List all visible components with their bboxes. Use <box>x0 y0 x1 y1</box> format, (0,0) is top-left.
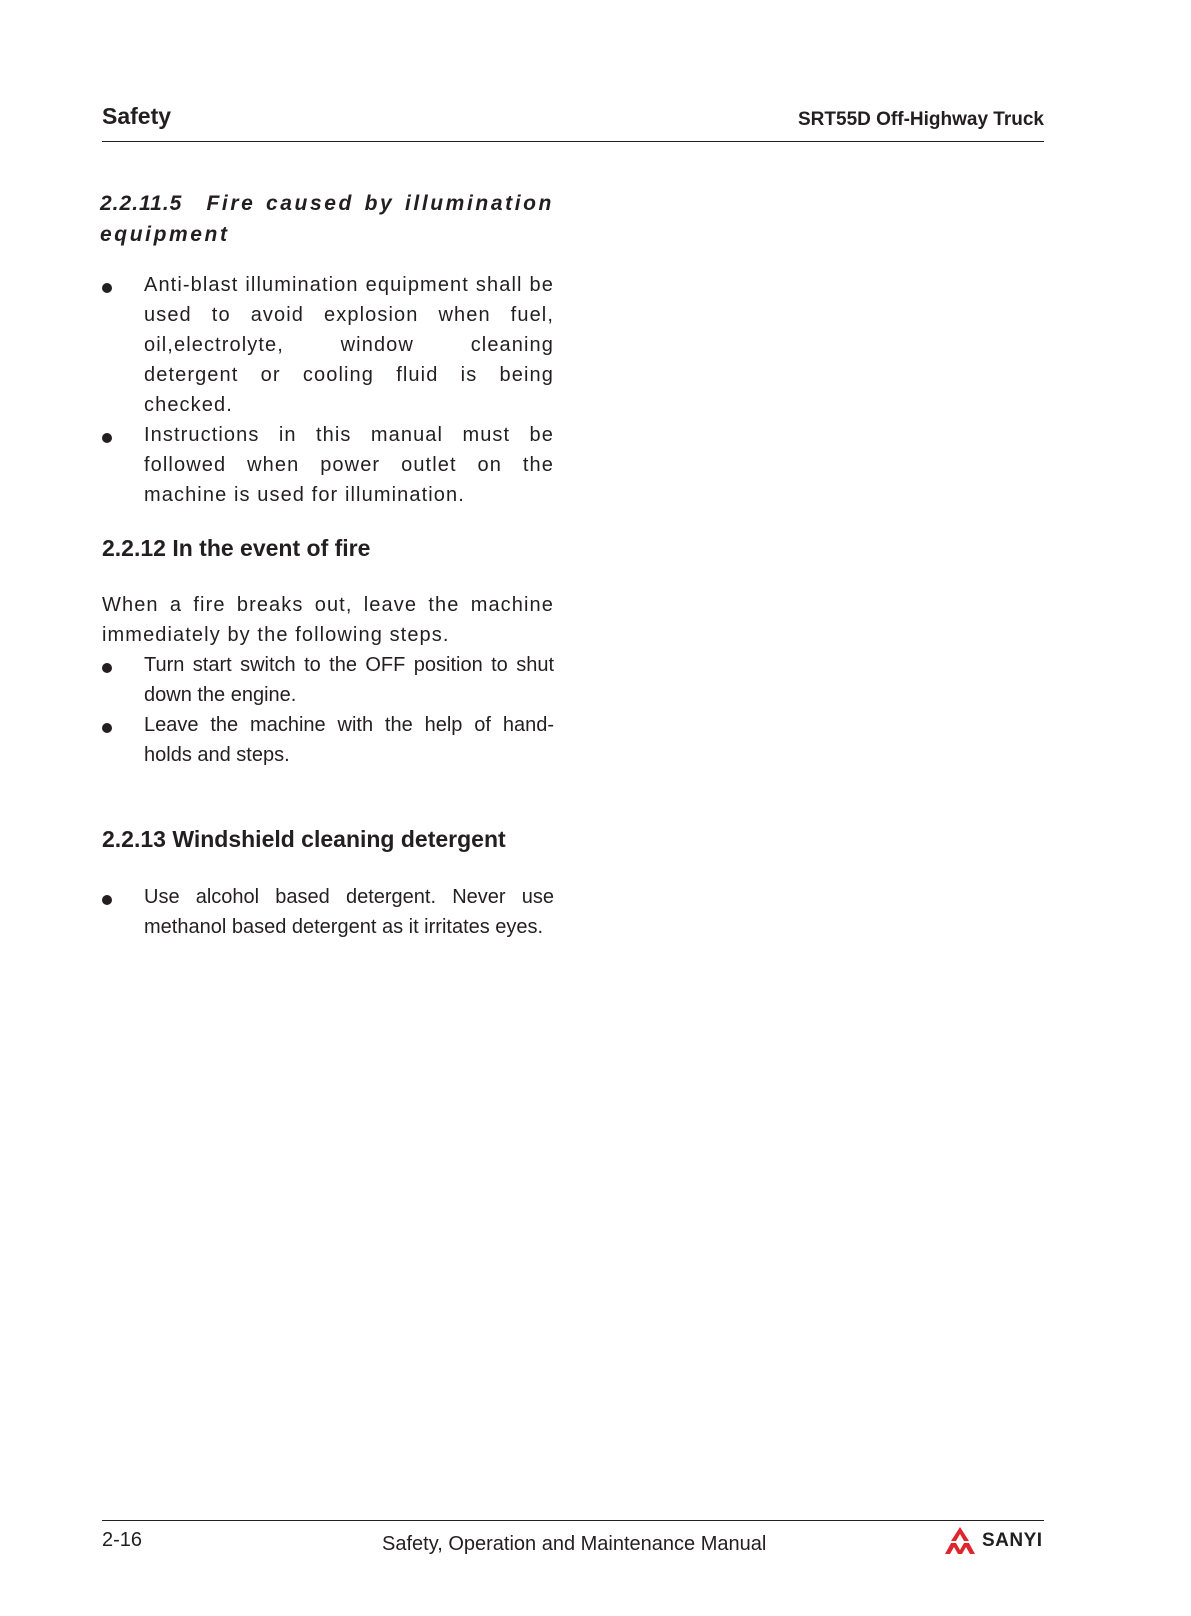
bullet-icon <box>102 433 112 443</box>
fire-intro: When a fire breaks out, leave the machine immediately by the following steps. <box>102 594 554 646</box>
brand-logo <box>944 1526 1043 1556</box>
bullet-text: Use alcohol based detergent. Never use methanol based detergent as it irritates eyes. <box>144 886 554 938</box>
header-product-name: SRT55D Off-Highway Truck <box>798 109 1044 130</box>
windshield-section-title: 2.2.13 Windshield cleaning detergent <box>102 826 506 852</box>
brand-name: SANYI <box>982 1530 1043 1551</box>
windshield-section-body <box>102 882 554 942</box>
bullet-icon <box>102 663 112 673</box>
fire-section-title: 2.2.12 In the event of fire <box>102 535 371 561</box>
page-number: 2-16 <box>102 1529 143 1551</box>
header-section-title: Safety <box>102 103 172 129</box>
subsection-title-text: Fire caused by illumination equipment <box>100 192 554 246</box>
bullet-icon <box>102 283 112 293</box>
list-item <box>102 882 554 942</box>
header-rule <box>102 141 1044 142</box>
sanyi-logo-icon <box>944 1526 976 1556</box>
bullet-text: Turn start switch to the OFF position to shut down the engine. <box>144 654 554 706</box>
footer-rule <box>102 1520 1044 1521</box>
illumination-bullets <box>102 270 554 510</box>
bullet-text: Anti-blast illumination equipment shall be used to avoid explosion when fuel, oil,electrolyte, window cleaning detergent or cooling fluid is being checked. <box>144 274 554 416</box>
list-item <box>102 650 554 710</box>
bullet-text: Instructions in this manual must be followed when power outlet on the machine is used for illumination. <box>144 424 554 506</box>
fire-section-body <box>102 590 554 770</box>
manual-title: Safety, Operation and Maintenance Manual <box>382 1533 767 1555</box>
list-item <box>102 270 554 420</box>
subsection-title <box>100 188 554 250</box>
bullet-icon <box>102 723 112 733</box>
bullet-icon <box>102 895 112 905</box>
list-item <box>102 710 554 770</box>
bullet-text: Leave the machine with the help of hand-holds and steps. <box>144 714 554 766</box>
subsection-number: 2.2.11.5 <box>100 192 183 215</box>
list-item <box>102 420 554 510</box>
